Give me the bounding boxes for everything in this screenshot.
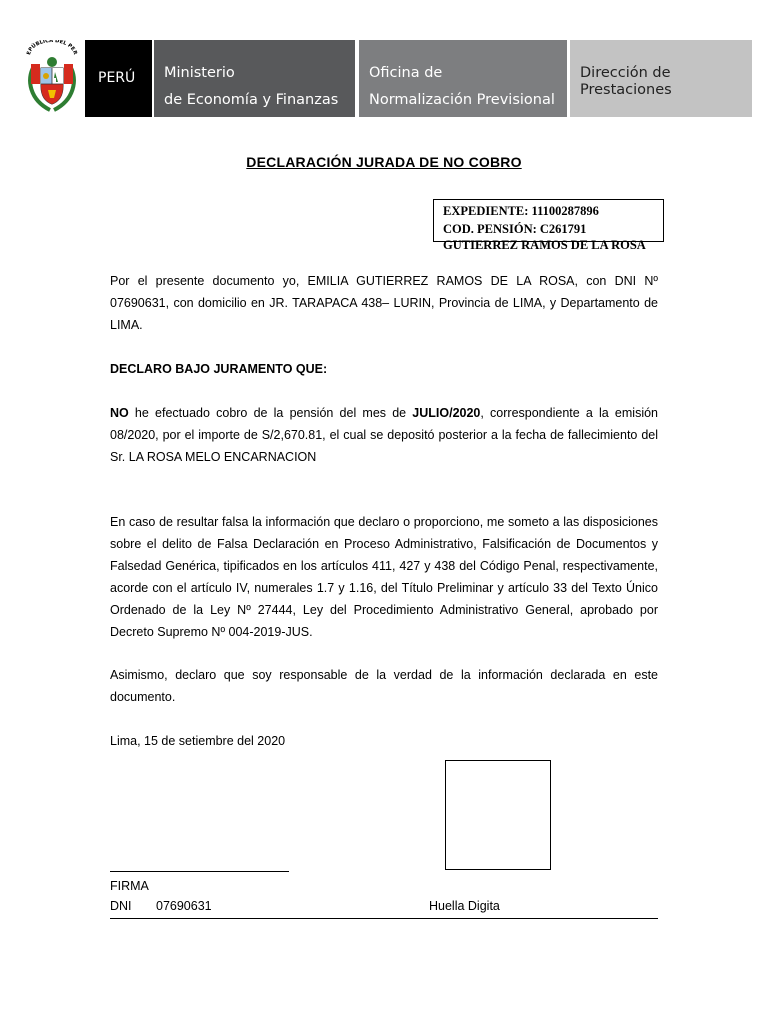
svg-text:REPÚBLICA DEL PERÚ bbox=[24, 40, 78, 56]
document-title bbox=[0, 154, 768, 170]
office-block bbox=[359, 40, 567, 117]
declaro-heading: DECLARO BAJO JURAMENTO QUE: bbox=[110, 362, 328, 376]
no-cobro-paragraph bbox=[110, 402, 658, 468]
direction-block bbox=[570, 40, 752, 117]
expediente-name-clipped: GUTIERREZ RAMOS DE LA ROSA bbox=[443, 238, 646, 252]
direction-line-2: Prestaciones bbox=[580, 82, 672, 98]
legal-paragraph: En caso de resultar falsa la información que declaro o proporciono, me someto a las disposiciones sobre el delito de Falsa Declaración en Proceso Administrativo, Falsificación de Documentos y Falsedad Genérica, tipificados en los artículos 411, 427 y 438 del Código Penal, respectivamente, acorde con el artículo IV, numerales 1.7 y 1.16, del Título Preliminar y artículo 33 del Texto Único Ordenado de la Ley Nº 27444, Ley del Procedimiento Administrativo General, aprobado por Decreto Supremo Nº 004-2019-JUS. bbox=[110, 515, 658, 639]
pension-code: COD. PENSIÓN: C261791 bbox=[443, 222, 587, 236]
huella-label: Huella Digita bbox=[429, 899, 500, 913]
peru-label: PERÚ bbox=[98, 70, 136, 86]
national-crest-icon bbox=[24, 40, 80, 114]
no-cobro-text-a: he efectuado cobro de la pensión del mes de bbox=[128, 406, 413, 420]
office-line-2: Normalización Previsional bbox=[369, 92, 555, 108]
responsibility-paragraph: Asimismo, declaro que soy responsable de la verdad de la información declarada en este documento. bbox=[110, 668, 658, 704]
expediente-box bbox=[433, 199, 664, 252]
direction-line-1: Dirección de bbox=[580, 65, 671, 81]
fingerprint-box bbox=[445, 760, 551, 870]
no-cobro-text-b: , correspondiente a la emisión 08/2020, por el importe de S/2,670.81, el cual se depositó posterior a la fecha de fallecimiento del Sr. LA ROSA MELO ENCARNACION bbox=[110, 406, 658, 464]
ministry-line-1: Ministerio bbox=[164, 65, 235, 81]
dni-label: DNI bbox=[110, 899, 132, 913]
signature-line bbox=[110, 871, 289, 872]
firma-label: FIRMA bbox=[110, 879, 149, 893]
month-emphasis: JULIO/2020 bbox=[412, 406, 481, 420]
ministry-block bbox=[154, 40, 355, 117]
crest-caption: EPÚBLICA DEL PER bbox=[26, 40, 78, 56]
intro-paragraph: Por el presente documento yo, EMILIA GUTIERREZ RAMOS DE LA ROSA, con DNI Nº 07690631, con domicilio en JR. TARAPACA 438– LURIN, Provincia de LIMA, y Departamento de LIMA. bbox=[110, 274, 658, 332]
footer-rule bbox=[110, 918, 658, 919]
expediente-number: EXPEDIENTE: 11100287896 bbox=[443, 204, 599, 218]
header-banner bbox=[24, 40, 752, 117]
ministry-line-2: de Economía y Finanzas bbox=[164, 92, 339, 108]
dni-value: 07690631 bbox=[156, 899, 212, 913]
document-title-text: DECLARACIÓN JURADA DE NO COBRO bbox=[246, 154, 522, 170]
no-emphasis: NO bbox=[110, 406, 129, 420]
office-line-1: Oficina de bbox=[369, 65, 443, 81]
date-place: Lima, 15 de setiembre del 2020 bbox=[110, 734, 286, 748]
peru-label-block bbox=[85, 40, 152, 117]
